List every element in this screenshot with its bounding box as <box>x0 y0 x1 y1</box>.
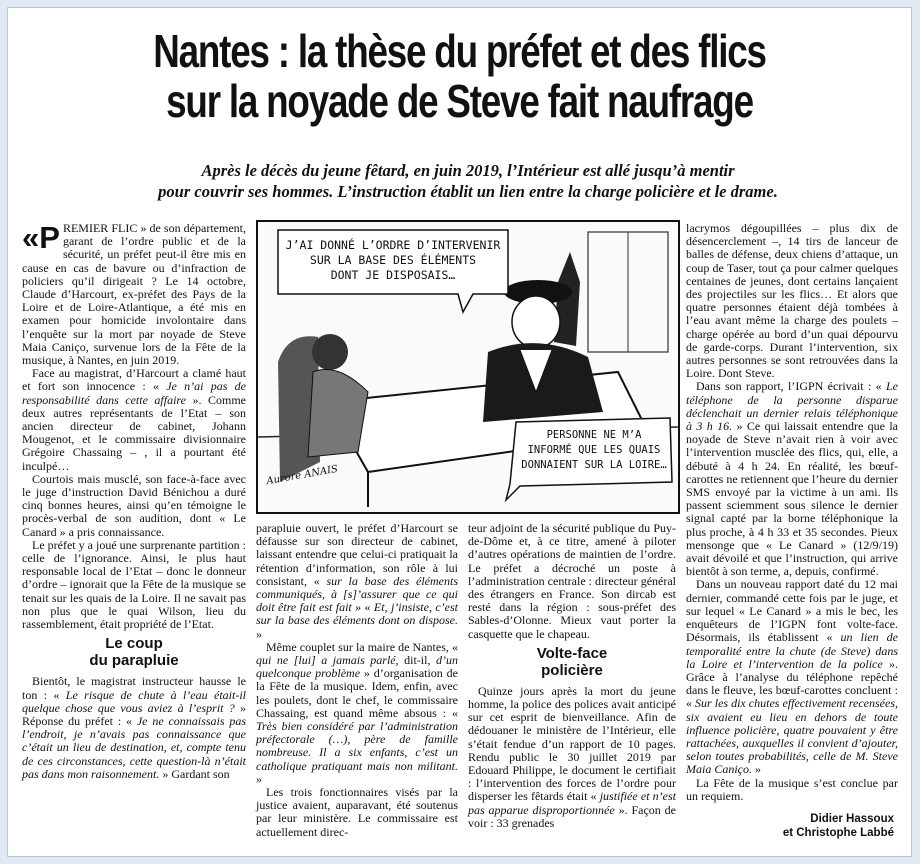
title-line-1: Nantes : la thèse du préfet et des flics <box>153 25 766 77</box>
column-3 <box>468 522 676 830</box>
column-4 <box>686 222 898 803</box>
paragraph: Les trois fonctionnaires visés par la justice avaient, auparavant, été soutenus par leur ministère. Le commissaire est actuellement direc- <box>256 785 458 839</box>
paragraph: parapluie ouvert, le préfet d’Harcourt se défausse sur son directeur de cabinet, laissant entendre que celui-ci pratiquait la rétention d’information, son rôle à lui consistant, « sur la base des éléments communiqués, à [s]’assurer que ce qui doit être fait est fait » « Et, j’insiste, c’est sur la base des éléments dont on dispose. » <box>256 521 458 641</box>
subheading-volte-face: Volte-face policière <box>536 644 608 679</box>
author-signature: Didier Hassoux et Christophe Labbé <box>782 813 894 839</box>
column-2 <box>256 522 458 839</box>
subheading-coup-du-parapluie: Le coup du parapluie <box>89 635 179 670</box>
article-title <box>110 26 810 126</box>
drop-cap: «P <box>22 220 60 255</box>
paragraph: Bientôt, le magistrat instructeur hausse le ton : « Le risque de chute à l’eau était-il quelque chose que vous aviez à l’esprit ? » Réponse du préfet : « Je ne connaissais pas l’endroit, je n’avais pas connaissance que c’était un lieu de destination, et, compte tenu de ces circonstances, cette question-là n’était pas dans mon raisonnement. » Gardant son <box>22 674 247 781</box>
paragraph: Le préfet y a joué une surprenante partition : celle de l’ignorance. Ainsi, le plus haut responsable local de l’Etat – donc le donneur d’ordre – ignorait que la Fête de la musique se tenait sur les quais de la Loire. Il ne savait pas non plus que le quai Wilson, lieu du rassemblement, était propriété de l’Etat. <box>22 537 246 632</box>
paragraph: Quinze jours après la mort du jeune homme, la police des polices avait anticipé sur cet esprit de bienveillance. Afin de dédouaner le ministère de l’Intérieur, elle s’était fendue d’un rapport de 10 pages. Rendu public le 30 juillet 2019 par Edouard Philippe, le document le certifiait : l’intervention des forces de l’ordre pour disperser les fêtards était « justifiée et n’est pas apparue disproportionnée ». Façon de voir : 33 grenades <box>468 683 677 830</box>
paragraph: lacrymos dégoupillées – plus dix de désencerclement –, 14 tirs de lanceur de balles de défense, deux chiens d’attaque, un coup de Taser, tout ça pour calmer quelques centaines de jeunes, dont certains lançaient des projectiles sur les flics… Et alors que quatre personnes étaient déjà tombées à l’eau avant même la charge des poulets – charge opérée au bord d’un quai dépourvu de garde-corps. Durant l’intervention, six autres personnes se sont retrouvées dans la Loire. Dont Steve. <box>686 221 898 381</box>
paragraph: Face au magistrat, d’Harcourt a clamé haut et fort son innocence : « Je n’ai pas de responsabilité dans cette affaire ». Comme deux autres représentants de l’Etat – son ancien directeur de cabinet, Johann Mougenot, et le commissaire divisionnaire Grégoire Chassaing – , il a pourtant été inculpé… <box>22 366 246 473</box>
column-1 <box>22 222 246 781</box>
article-lead <box>48 160 888 202</box>
paragraph: Même couplet sur la maire de Nantes, « qui ne [lui] a jamais parlé, dit-il, d’un quelconque problème » d’organisation de la Fête de la musique. Idem, enfin, avec les poulets, dont le chef, le commissaire Chassaing, est quand même absous : « Très bien considéré par l’administration préfectorale (…), père de famille nombreuse. Il a six enfants, c’est un catholique pratiquant mais non militant. » <box>256 639 458 786</box>
paragraph: teur adjoint de la sécurité publique du Puy-de-Dôme et, à ce titre, amené à piloter d’autres opérations de maintien de l’ordre. Le préfet a décroché un poste à l’administration centrale : directeur général des étrangers en France. Son dircab est resté dans la région : sous-préfet des Sables-d’Olonne. Mieux vaut porter la casquette que le chapeau. <box>468 521 676 641</box>
paragraph: «P REMIER FLIC » de son département, garant de l’ordre public et de la sécurité, un préfet peut-il être mis en cause en cas de bavure ou d’infraction de policiers qu’il dirigeait ? Le 14 octobre, Claude d’Harcourt, ex-préfet des Pays de la Loire et de Loire-Atlantique, a été mis en examen pour homicide involontaire dans l’enquête sur la mort par noyade de Steve Maia Caniço, survenue lors de la Fête de la musique, à Nantes, en juin 2019. <box>22 220 246 368</box>
cartoon-illustration <box>256 220 680 514</box>
cartoonist-signature: Aurore ANAIS <box>265 463 339 488</box>
title-line-2: sur la noyade de Steve fait naufrage <box>166 75 753 127</box>
paragraph: Dans un nouveau rapport daté du 12 mai dernier, commandé cette fois par le juge, et sur lequel « Le Canard » a mis le bec, les enquêteurs de l’IGPN font volte-face. Désormais, ils établissent « un lien de temporalité entre la chute (de Steve) dans la Loire et l’intervention de la police ». Grâce à l’analyse du téléphone repêché dans le fleuve, les bœuf-carottes concluent : « Sur les dix chutes effectivement recensées, six avaient eu lieu en dehors de toute influence policière, quatre pouvaient y être rattachées, auxquelles il convient d’ajouter, selon toutes probabilités, celle de M. Steve Maia Caniço. » <box>686 577 898 777</box>
lead-line-2: pour couvrir ses hommes. L’instruction établit un lien entre la charge policière et le drame. <box>158 182 778 201</box>
paragraph: La Fête de la musique s’est conclue par un requiem. <box>686 775 898 803</box>
article-page <box>8 8 911 856</box>
speech-bubble-prefect: PERSONNE NE M’A INFORMÉ QUE LES QUAIS DONNAIENT SUR LA LOIRE… <box>521 429 667 471</box>
paragraph: Courtois mais musclé, son face-à-face avec le juge d’instruction David Bénichou a duré cinq bonnes heures, ainsi qu’en témoigne le procès-verbal de son audition, dont « Le Canard » a pris connaissance. <box>22 471 246 539</box>
speech-bubble-officer: J’AI DONNÉ L’ORDRE D’INTERVENIR SUR LA BASE DES ÉLÉMENTS DONT JE DISPOSAIS… <box>285 238 501 282</box>
lead-line-1: Après le décès du jeune fêtard, en juin 2019, l’Intérieur est allé jusqu’à mentir <box>201 161 735 180</box>
paragraph: Dans son rapport, l’IGPN écrivait : « Le téléphone de la personne disparue déclenchait un dernier relais téléphonique à 3 h 16. » Ce qui laissait entendre que la noyade de Steve n’avait rien à voir avec l’intervention musclée des flics, qui, elle, a débuté à 4 h 24. En réalité, les bœuf-carottes ne retiennent que l’heure du dernier SMS envoyé par la victime à un ami. Ils passent sciemment sous silence le dernier signal capté par la borne téléphonique la plus proche, à 4 h 33 et 35 secondes. Pieux mensonge que « Le Canard » (12/9/19) avait dévoilé et que l’instruction, qui arrive bientôt à son terme, a, depuis, confirmé. <box>686 379 899 579</box>
